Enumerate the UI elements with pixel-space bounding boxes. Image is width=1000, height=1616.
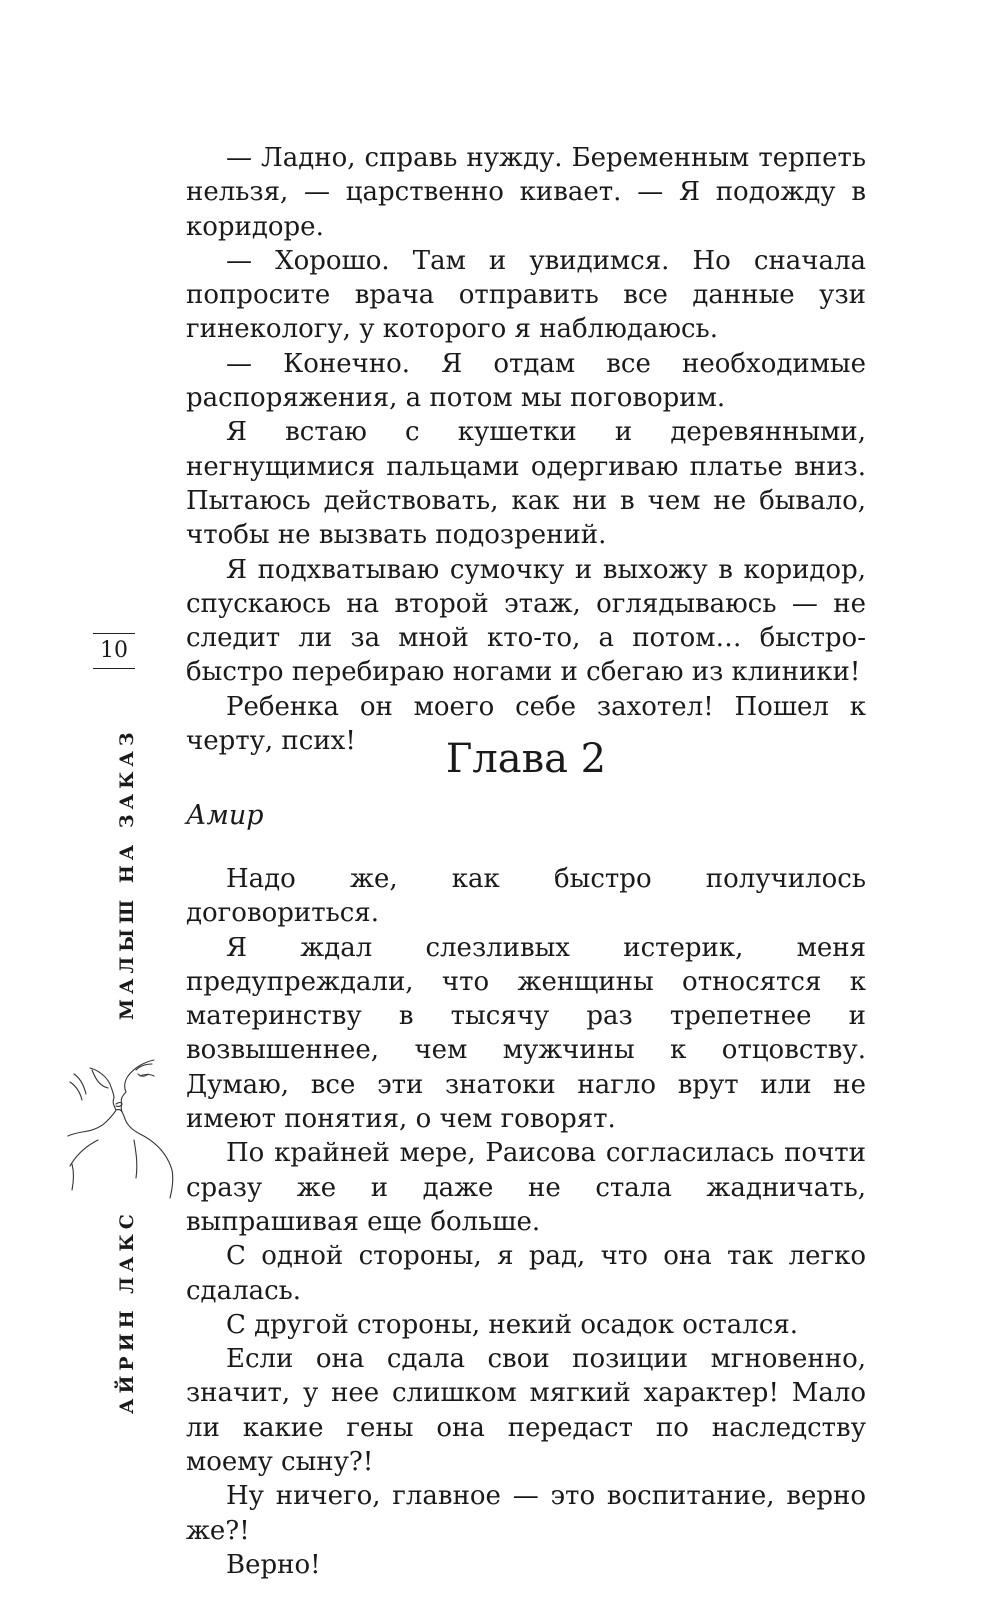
paragraph: Верно! [226, 1549, 321, 1580]
paragraph: Ребенка он моего себе захотел! Пошел к черту, псих! [186, 691, 866, 757]
chapter-title: Глава 2 [445, 736, 607, 782]
page-number: 10 [93, 633, 135, 669]
text-before-chapter [186, 141, 866, 758]
running-book-title: МАЛЫШ НА ЗАКАЗ [116, 727, 138, 1020]
text-after-chapter [186, 862, 866, 1582]
paragraph: Если она сдала свои позиции мгновенно, значит, у нее слишком мягкий характер! Мало ли какие гены она передаст по наследству моему сыну?! [186, 1344, 866, 1478]
chapter-narrator: Амир [186, 800, 264, 831]
paragraph: Ну ничего, главное — это воспитание, верно же?! [186, 1481, 866, 1546]
kissing-couple-icon [62, 1040, 182, 1200]
paragraph: — Хорошо. Там и увидимся. Но сначала попросите врача отправить все данные узи гинекологу, у которого я наблюдаюсь. [186, 245, 866, 345]
paragraph: Я подхватываю сумочку и выхожу в коридор, спускаюсь на второй этаж, оглядываюсь — не следит ли за мной кто-то, а потом… быстро-быстро перебираю ногами и сбегаю из клиники! [186, 554, 866, 688]
paragraph: С другой стороны, некий осадок остался. [226, 1309, 799, 1340]
paragraph: Надо же, как быстро получилось договориться. [186, 864, 866, 929]
paragraph: Я ждал слезливых истерик, меня предупреждали, что женщины относятся к материнству в тысячу раз трепетнее и возвышеннее, чем мужчины к отцовству. Думаю, все эти знатоки нагло врут или не имеют понятия, о чем говорят. [186, 932, 866, 1135]
paragraph: — Конечно. Я отдам все необходимые распоряжения, а потом мы поговорим. [186, 348, 866, 414]
paragraph: Я встаю с кушетки и деревянными, негнущимися пальцами одергиваю платье вниз. Пытаюсь действовать, как ни в чем не бывало, чтобы не вызвать подозрений. [186, 417, 866, 551]
paragraph: — Ладно, справь нужду. Беременным терпеть нельзя, — царственно кивает. — Я подожду в коридоре. [186, 143, 866, 242]
running-author-name: АЙРИН ЛАКС [116, 1209, 138, 1414]
paragraph: С одной стороны, я рад, что она так легко сдалась. [186, 1241, 866, 1306]
paragraph: По крайней мере, Раисова согласилась почти сразу же и даже не стала жадничать, выпрашивая еще больше. [186, 1138, 866, 1237]
